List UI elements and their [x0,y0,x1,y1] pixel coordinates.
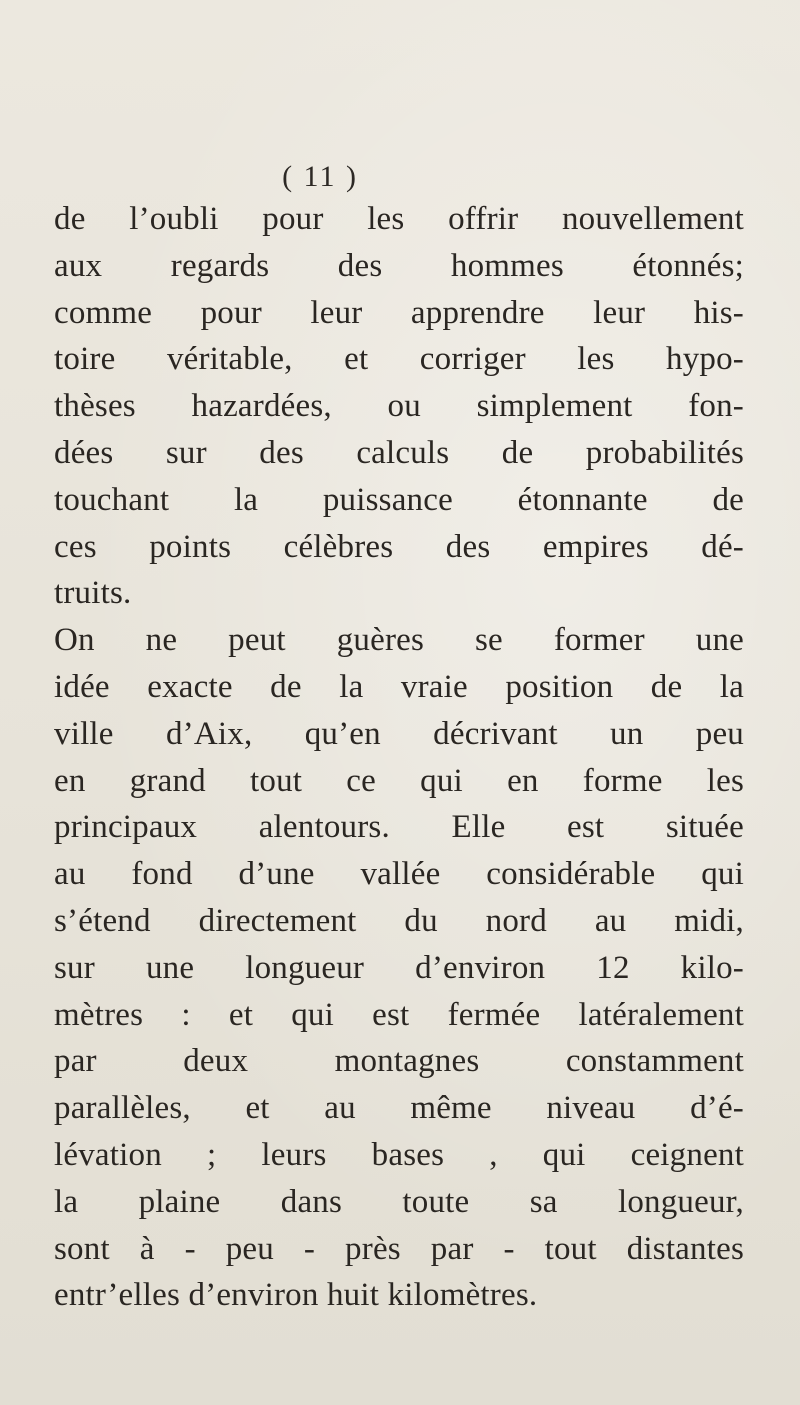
text-line: aux regards des hommes étonnés; [54,247,744,284]
text-line: mètres : et qui est fermée latéralement [54,996,744,1033]
page-number: ( 11 ) [282,160,358,193]
body-text [54,196,744,1319]
text-line: parallèles, et au même niveau d’é- [54,1090,744,1127]
text-line: en grand tout ce qui en forme les [54,762,744,799]
text-line: comme pour leur apprendre leur his- [54,294,744,331]
text-line: ces points célèbres des empires dé- [54,528,744,565]
text-line: toire véritable, et corriger les hypo- [54,341,744,378]
text-line: sur une longueur d’environ 12 kilo- [54,949,744,986]
text-line: idée exacte de la vraie position de la [54,668,744,705]
text-line: s’étend directement du nord au midi, [54,902,744,939]
text-line: par deux montagnes constamment [54,1043,744,1080]
text-line: ville d’Aix, qu’en décrivant un peu [54,715,744,752]
text-line: au fond d’une vallée considérable qui [54,856,744,893]
text-line: sont à - peu - près par - tout distantes [54,1230,744,1267]
text-line: de l’oubli pour les offrir nouvellement [54,201,744,237]
text-line: touchant la puissance étonnante de [54,481,744,518]
text-line: truits. [54,575,132,612]
text-line: thèses hazardées, ou simplement fon- [54,388,744,425]
text-line: dées sur des calculs de probabilités [54,434,744,471]
text-line: principaux alentours. Elle est située [54,809,744,846]
text-line: entr’elles d’environ huit kilomètres. [54,1277,538,1314]
text-line: la plaine dans toute sa longueur, [54,1183,744,1220]
paragraph-start-line: On ne peut guères se former une [54,622,744,659]
text-line: lévation ; leurs bases , qui ceignent [54,1136,744,1173]
